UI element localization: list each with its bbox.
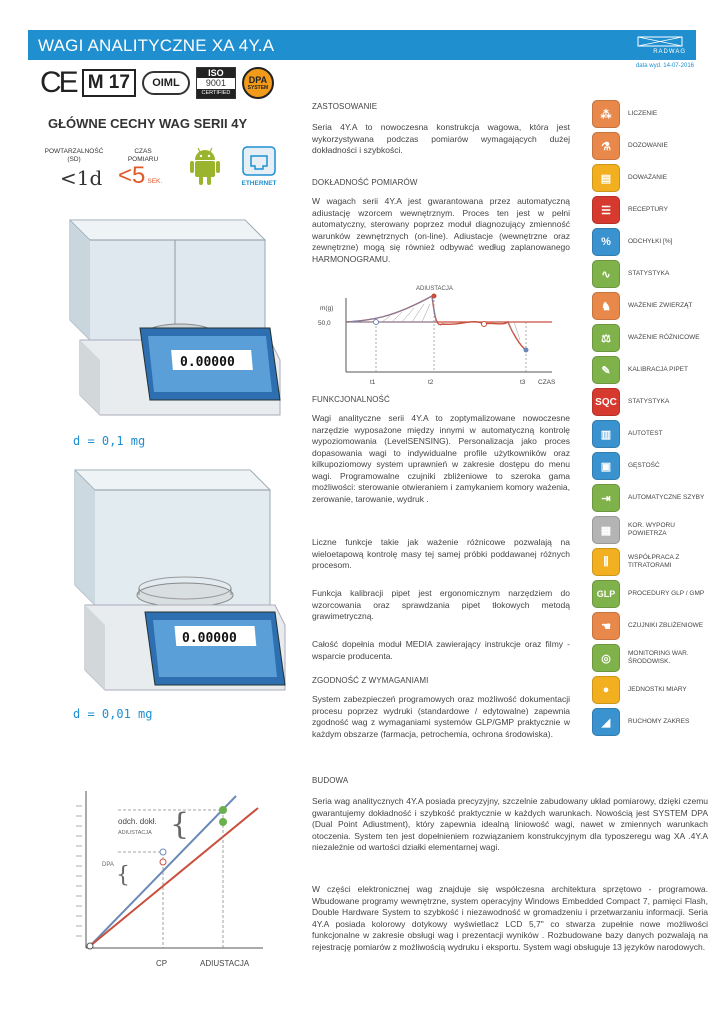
time-value: <5 bbox=[118, 162, 146, 189]
repeatability-sub: (SD) bbox=[67, 156, 81, 163]
liczenie-label: LICZENIE bbox=[628, 109, 658, 117]
sqc-label: STATYSTYKA bbox=[628, 397, 670, 405]
receptury-glyph: ☰ bbox=[601, 204, 611, 217]
adiustacja-small-label: ADIUSTACJA bbox=[118, 830, 152, 836]
function-liczenie bbox=[586, 100, 706, 130]
section-budowa-2: W części elektronicznej wag znajduje się współczesna architektura sprzętowo - programowa. Wbudowane programy wewnętrzne, system operacyjny Windows Embedded Compact 7, pamięci Flash, Double Hardware System to szybkość i niezawodność w gromadzeniu i przetwarzaniu informacji. Seria 4Y.A posiada kolorowy dotykowy wyświetlacz LCD 5,7" co stwarza zupełnie nowe możliwości funkcjonalne w zakresie obsługi wag i prezentacji wyników . Rozbudowane bazy danych pozwalają na rejestrację pomiarów z możliwością wydruku i eksportu. System wagi obsługuje 13 języków narodowych. bbox=[312, 884, 708, 952]
function-gestosc bbox=[586, 452, 706, 482]
ethernet-label: ETHERNET bbox=[241, 180, 277, 187]
monitoring-glyph: ◎ bbox=[601, 652, 611, 665]
liczenie-glyph: ⁂ bbox=[600, 108, 612, 121]
sqc-glyph: SQC bbox=[595, 396, 617, 408]
iso-sub: CERTIFIED bbox=[197, 89, 235, 98]
section-funkcjonalnosc-head: FUNKCJONALNOŚĆ bbox=[312, 395, 390, 404]
adj-xlabel: CZAS bbox=[538, 379, 556, 386]
ruchomy-zakres-glyph: ◢ bbox=[601, 716, 611, 729]
svg-text:{: { bbox=[116, 863, 130, 888]
receptury-icon bbox=[592, 196, 620, 224]
automatyczne-szyby-label: AUTOMATYCZNE SZYBY bbox=[628, 493, 705, 501]
date-note: data wyd. 14-07-2016 bbox=[635, 63, 694, 69]
function-dowazanie bbox=[586, 164, 706, 194]
time-sub: POMIARU bbox=[127, 156, 159, 163]
receptury-label: RECEPTURY bbox=[628, 205, 668, 213]
scale-image-2 bbox=[40, 460, 290, 700]
section-budowa-head: BUDOWA bbox=[312, 776, 349, 785]
adj-ytick: 50,0 bbox=[318, 320, 331, 327]
adj-label: ADIUSTACJA bbox=[416, 286, 453, 292]
section-zgodnosc-head: ZGODNOŚĆ Z WYMAGANIAMI bbox=[312, 676, 429, 685]
features-title: GŁÓWNE CECHY WAG SERII 4Y bbox=[48, 116, 248, 131]
function-wazenie-zwierzat bbox=[586, 292, 706, 322]
kalibracja-pipet-label: KALIBRACJA PIPET bbox=[628, 365, 688, 373]
kor-wyporu-icon bbox=[592, 516, 620, 544]
dpa-sub: SYSTEM bbox=[247, 85, 269, 91]
repeatability-title: POWTARZALNOŚĆ bbox=[44, 148, 104, 155]
kor-wyporu-glyph: ▦ bbox=[600, 524, 612, 537]
czujniki-glyph: ☚ bbox=[601, 620, 611, 633]
time-unit: SEK. bbox=[147, 178, 163, 185]
ethernet-icon bbox=[242, 146, 276, 176]
wazenie-roznicowe-label: WAŻENIE RÓŻNICOWE bbox=[628, 333, 700, 341]
dpa-badge bbox=[242, 67, 274, 99]
liczenie-icon bbox=[592, 100, 620, 128]
function-automatyczne-szyby bbox=[586, 484, 706, 514]
dozowanie-label: DOZOWANIE bbox=[628, 141, 668, 149]
jednostki-label: JEDNOSTKI MIARY bbox=[628, 685, 687, 693]
automatyczne-szyby-icon bbox=[592, 484, 620, 512]
jednostki-icon bbox=[592, 676, 620, 704]
section-zastosowanie: Seria 4Y.A to nowoczesna konstrukcja wagowa, która jest wykorzystywana podczas pomiarów wymagających dużej dokładności i szybkości. bbox=[312, 122, 570, 155]
kor-wyporu-label: KOR. WYPORU POWIETRZA bbox=[628, 521, 675, 537]
m17-mark: M 17 bbox=[82, 69, 136, 97]
sqc-icon bbox=[592, 388, 620, 416]
wazenie-zwierzat-label: WAŻENIE ZWIERZĄT bbox=[628, 301, 693, 309]
odch-label: odch. dokł. bbox=[118, 817, 157, 826]
section-funkcjonalnosc-3: Funkcja kalibracji pipet jest ergonomicznym narzędziem do wzorcowania oraz sprawdzania pipet tłokowych metodą grawimetryczną. bbox=[312, 588, 570, 621]
gestosc-label: GĘSTOŚĆ bbox=[628, 461, 660, 469]
autotest-glyph: ▥ bbox=[600, 428, 612, 441]
svg-text:{: { bbox=[170, 807, 190, 842]
gestosc-icon bbox=[592, 452, 620, 480]
function-ruchomy-zakres bbox=[586, 708, 706, 738]
dowazanie-icon bbox=[592, 164, 620, 192]
resolution-label-2: d = 0,01 mg bbox=[73, 707, 153, 721]
czujniki-label: CZUJNIKI ZBLIŻENIOWE bbox=[628, 621, 704, 629]
autotest-label: AUTOTEST bbox=[628, 429, 663, 437]
function-statystyka bbox=[586, 260, 706, 290]
oiml-logo: OIML bbox=[142, 71, 190, 95]
header-bar bbox=[28, 30, 696, 60]
cert-row bbox=[40, 66, 274, 100]
kalibracja-pipet-glyph: ✎ bbox=[601, 364, 611, 377]
iso-title: ISO bbox=[197, 68, 235, 78]
odchylki-icon bbox=[592, 228, 620, 256]
adj-t1: t1 bbox=[370, 379, 376, 386]
titratory-glyph: ⫼ bbox=[603, 555, 609, 568]
function-monitoring bbox=[586, 644, 706, 674]
iso-number: 9001 bbox=[205, 78, 226, 88]
resolution-label-1: d = 0,1 mg bbox=[73, 434, 146, 448]
gestosc-glyph: ▣ bbox=[600, 460, 612, 473]
repeatability-value: <1d bbox=[60, 166, 103, 190]
adjustment-chart bbox=[312, 282, 572, 392]
automatyczne-szyby-glyph: ⇥ bbox=[601, 492, 611, 505]
dowazanie-glyph: ▤ bbox=[600, 172, 612, 185]
function-autotest bbox=[586, 420, 706, 450]
adj-ylabel: m(g) bbox=[320, 305, 334, 312]
function-dozowanie bbox=[586, 132, 706, 162]
wazenie-zwierzat-icon bbox=[592, 292, 620, 320]
scale-display-1: 0.00000 bbox=[180, 355, 235, 370]
section-budowa-1: Seria wag analitycznych 4Y.A posiada precyzyjny, szczelnie zabudowany układ pomiarowy, dzięki czemu gwarantujemy dokładność i szybkość praktycznie w każdych warunkach. Nowością jest SYSTEM DPA (Dual Point Adiustment), który zapewnia idealną liniowość wagi, nawet w zmiennych warunkach otoczenia. System ten jest dopełnieniem rozwiązaniem konstrukcyjnym dla typoszeregu wag XA .4Y.A niezależnie od wartości działki elementarnej wagi. bbox=[312, 796, 708, 852]
autotest-icon bbox=[592, 420, 620, 448]
adiustacja-label: ADIUSTACJA bbox=[200, 959, 250, 968]
section-funkcjonalnosc-2: Liczne funkcje takie jak ważenie różnicowe pozwalają na wieloetapową kontrolę masy tej samej próbki poddawanej różnych procesom. bbox=[312, 537, 570, 570]
titratory-icon bbox=[592, 548, 620, 576]
dozowanie-glyph: ⚗ bbox=[601, 140, 611, 153]
function-receptury bbox=[586, 196, 706, 226]
function-kalibracja-pipet bbox=[586, 356, 706, 386]
statystyka-glyph: ∿ bbox=[601, 268, 611, 281]
function-sqc bbox=[586, 388, 706, 418]
odchylki-label: ODCHYŁKI [%] bbox=[628, 237, 673, 245]
dpa-title: DPA bbox=[248, 75, 268, 85]
adj-t3: t3 bbox=[520, 379, 526, 386]
function-czujniki bbox=[586, 612, 706, 642]
function-titratory bbox=[586, 548, 706, 578]
section-zastosowanie-head: ZASTOSOWANIE bbox=[312, 102, 378, 111]
page-title: WAGI ANALITYCZNE XA 4Y.A bbox=[38, 36, 275, 55]
ruchomy-zakres-icon bbox=[592, 708, 620, 736]
dpa-label: DPA bbox=[102, 862, 114, 868]
section-funkcjonalnosc-1: Wagi analityczne serii 4Y.A to zoptymalizowane nowoczesne narzędzie wyposażone między innymi w automatyczną kontrolę wypoziomowania (LevelSENSING). Personalizacja jako proces dopasowania wagi to indywidualne profile użytkowników oraz kilkupoziomowy system uprawnień w zakresie dostępu do menu wagi. Programowalne czujniki zbliżeniowe to szeroka gama możliwości: sterowanie otwieraniem i zamykaniem komory ważenia, zerowanie, tarowanie, wydruk . bbox=[312, 413, 570, 504]
titratory-label: WSPÓŁPRACA Z TITRATORAMI bbox=[628, 553, 680, 569]
function-glp-gmp bbox=[586, 580, 706, 610]
section-dokladnosc: W wagach serii 4Y.A jest gwarantowana przez automatyczną adiustację wzorcem wewnętrznym. Proces ten jest w pełni automatyczny, sterowany poprzez moduł diagnozujący zmienność warunków zewnętrznych (on-line). Adiustacje (wewnętrzne oraz zewnętrzne) mogą się również odbywać według zaplanowanego HARMONOGRAMU. bbox=[312, 196, 570, 264]
iso-badge bbox=[196, 67, 236, 99]
function-jednostki bbox=[586, 676, 706, 706]
section-dokladnosc-head: DOKŁADNOŚĆ POMIARÓW bbox=[312, 178, 418, 187]
wazenie-roznicowe-glyph: ⚖ bbox=[601, 332, 611, 345]
glp-gmp-label: PROCEDURY GLP / GMP bbox=[628, 589, 705, 597]
cp-label: CP bbox=[156, 959, 168, 968]
dozowanie-icon bbox=[592, 132, 620, 160]
wazenie-zwierzat-glyph: ♞ bbox=[601, 300, 611, 313]
glp-gmp-icon bbox=[592, 580, 620, 608]
section-funkcjonalnosc-4: Całość dopełnia moduł MEDIA zawierający instrukcje oraz filmy - wsparcie producenta. bbox=[312, 639, 570, 661]
glp-gmp-glyph: GLP bbox=[596, 589, 616, 599]
scale-display-2: 0.00000 bbox=[182, 631, 237, 646]
function-kor-wyporu bbox=[586, 516, 706, 546]
section-zgodnosc: System zabezpieczeń programowych oraz możliwość dokumentacji procesu poprzez wydruki (standardowe / edytowalne) zapewnia zgodność wag z wymaganiami systemów GLP/GMP praktycznie w każdym obszarze (farmacja, petrochemia, ochrona środowiska). bbox=[312, 694, 570, 739]
czujniki-icon bbox=[592, 612, 620, 640]
dpa-chart bbox=[58, 786, 268, 976]
adj-t2: t2 bbox=[428, 379, 434, 386]
wazenie-roznicowe-icon bbox=[592, 324, 620, 352]
odchylki-glyph: % bbox=[601, 236, 611, 248]
jednostki-glyph: ● bbox=[602, 684, 610, 696]
time-value-wrap bbox=[118, 162, 162, 190]
ruchomy-zakres-label: RUCHOMY ZAKRES bbox=[628, 717, 690, 725]
function-odchylki bbox=[586, 228, 706, 258]
monitoring-icon bbox=[592, 644, 620, 672]
brand-name: RADWAG bbox=[653, 49, 686, 55]
repeatability-label bbox=[38, 148, 110, 164]
scale-image-1 bbox=[40, 200, 290, 430]
function-wazenie-roznicowe bbox=[586, 324, 706, 354]
kalibracja-pipet-icon bbox=[592, 356, 620, 384]
ce-mark: CE bbox=[40, 66, 76, 99]
statystyka-icon bbox=[592, 260, 620, 288]
monitoring-label: MONITORING WAR. ŚRODOWISK. bbox=[628, 649, 689, 665]
android-icon bbox=[188, 144, 222, 188]
statystyka-label: STATYSTYKA bbox=[628, 269, 670, 277]
dowazanie-label: DOWAŻANIE bbox=[628, 173, 668, 181]
time-title: CZAS bbox=[134, 148, 152, 155]
